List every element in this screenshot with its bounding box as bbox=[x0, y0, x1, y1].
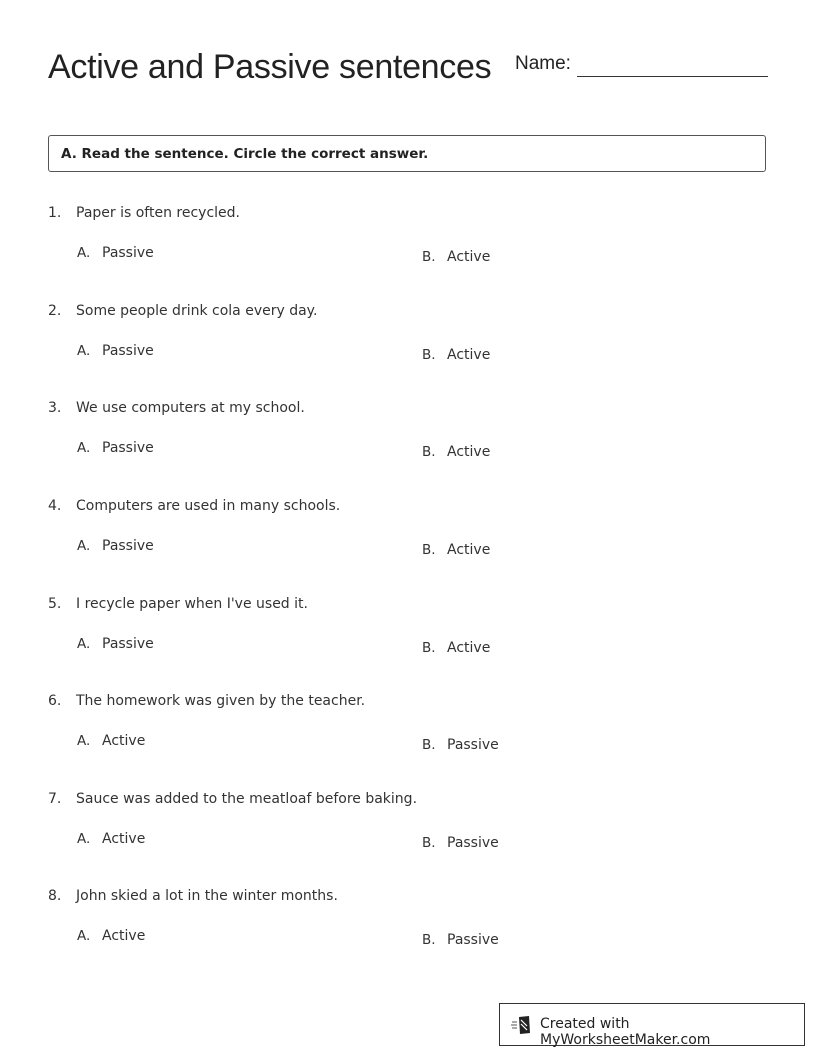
option-a[interactable] bbox=[77, 928, 145, 944]
question-text: Paper is often recycled. bbox=[76, 205, 240, 221]
question-text: Some people drink cola every day. bbox=[76, 303, 318, 319]
option-letter: B. bbox=[422, 249, 436, 265]
option-b[interactable] bbox=[422, 640, 490, 656]
option-b[interactable] bbox=[422, 249, 490, 265]
question-text: I recycle paper when I've used it. bbox=[76, 596, 308, 612]
option-letter: A. bbox=[77, 440, 91, 456]
option-letter: A. bbox=[77, 245, 91, 261]
question-text: We use computers at my school. bbox=[76, 400, 305, 416]
question-5 bbox=[0, 596, 816, 686]
option-label: Active bbox=[447, 347, 491, 363]
page-title: Active and Passive sentences bbox=[48, 48, 492, 86]
question-number: 8. bbox=[48, 888, 62, 904]
option-letter: A. bbox=[77, 928, 91, 944]
question-7 bbox=[0, 791, 816, 881]
option-a[interactable] bbox=[77, 343, 154, 359]
option-label: Passive bbox=[102, 440, 154, 456]
footer-text: Created with MyWorksheetMaker.com bbox=[540, 1016, 711, 1048]
question-2 bbox=[0, 303, 816, 393]
name-field-line[interactable] bbox=[577, 76, 768, 77]
option-a[interactable] bbox=[77, 538, 154, 554]
option-letter: A. bbox=[77, 538, 91, 554]
question-number: 2. bbox=[48, 303, 62, 319]
option-letter: B. bbox=[422, 835, 436, 851]
option-label: Active bbox=[447, 444, 491, 460]
option-label: Active bbox=[447, 249, 491, 265]
option-label: Passive bbox=[447, 737, 499, 753]
option-a[interactable] bbox=[77, 733, 145, 749]
option-label: Passive bbox=[102, 245, 154, 261]
question-text: The homework was given by the teacher. bbox=[76, 693, 366, 709]
option-letter: B. bbox=[422, 737, 436, 753]
worksheet-logo-icon bbox=[511, 1014, 533, 1036]
footer-badge[interactable] bbox=[499, 1003, 805, 1046]
option-label: Passive bbox=[447, 932, 499, 948]
option-a[interactable] bbox=[77, 245, 154, 261]
question-number: 5. bbox=[48, 596, 62, 612]
question-text: John skied a lot in the winter months. bbox=[76, 888, 338, 904]
instruction-text: A. Read the sentence. Circle the correct answer. bbox=[61, 146, 429, 162]
option-label: Passive bbox=[102, 343, 154, 359]
option-letter: B. bbox=[422, 347, 436, 363]
option-letter: B. bbox=[422, 542, 436, 558]
option-label: Passive bbox=[102, 538, 154, 554]
option-a[interactable] bbox=[77, 440, 154, 456]
option-label: Active bbox=[447, 640, 491, 656]
option-b[interactable] bbox=[422, 737, 499, 753]
option-letter: A. bbox=[77, 636, 91, 652]
option-label: Active bbox=[102, 831, 146, 847]
question-4 bbox=[0, 498, 816, 588]
option-letter: A. bbox=[77, 343, 91, 359]
option-b[interactable] bbox=[422, 347, 490, 363]
option-b[interactable] bbox=[422, 542, 490, 558]
name-label: Name: bbox=[515, 53, 571, 74]
option-b[interactable] bbox=[422, 932, 499, 948]
question-number: 4. bbox=[48, 498, 62, 514]
question-number: 3. bbox=[48, 400, 62, 416]
option-letter: A. bbox=[77, 733, 91, 749]
question-number: 7. bbox=[48, 791, 62, 807]
option-letter: B. bbox=[422, 932, 436, 948]
question-number: 6. bbox=[48, 693, 62, 709]
option-letter: B. bbox=[422, 444, 436, 460]
question-8 bbox=[0, 888, 816, 978]
option-label: Active bbox=[447, 542, 491, 558]
question-1 bbox=[0, 205, 816, 295]
question-3 bbox=[0, 400, 816, 490]
instruction-box bbox=[48, 135, 766, 172]
question-number: 1. bbox=[48, 205, 62, 221]
option-label: Active bbox=[102, 733, 146, 749]
option-label: Active bbox=[102, 928, 146, 944]
question-text: Sauce was added to the meatloaf before baking. bbox=[76, 791, 418, 807]
option-letter: B. bbox=[422, 640, 436, 656]
option-a[interactable] bbox=[77, 831, 145, 847]
option-label: Passive bbox=[447, 835, 499, 851]
option-b[interactable] bbox=[422, 444, 490, 460]
question-6 bbox=[0, 693, 816, 783]
option-label: Passive bbox=[102, 636, 154, 652]
option-letter: A. bbox=[77, 831, 91, 847]
option-a[interactable] bbox=[77, 636, 154, 652]
question-text: Computers are used in many schools. bbox=[76, 498, 341, 514]
option-b[interactable] bbox=[422, 835, 499, 851]
